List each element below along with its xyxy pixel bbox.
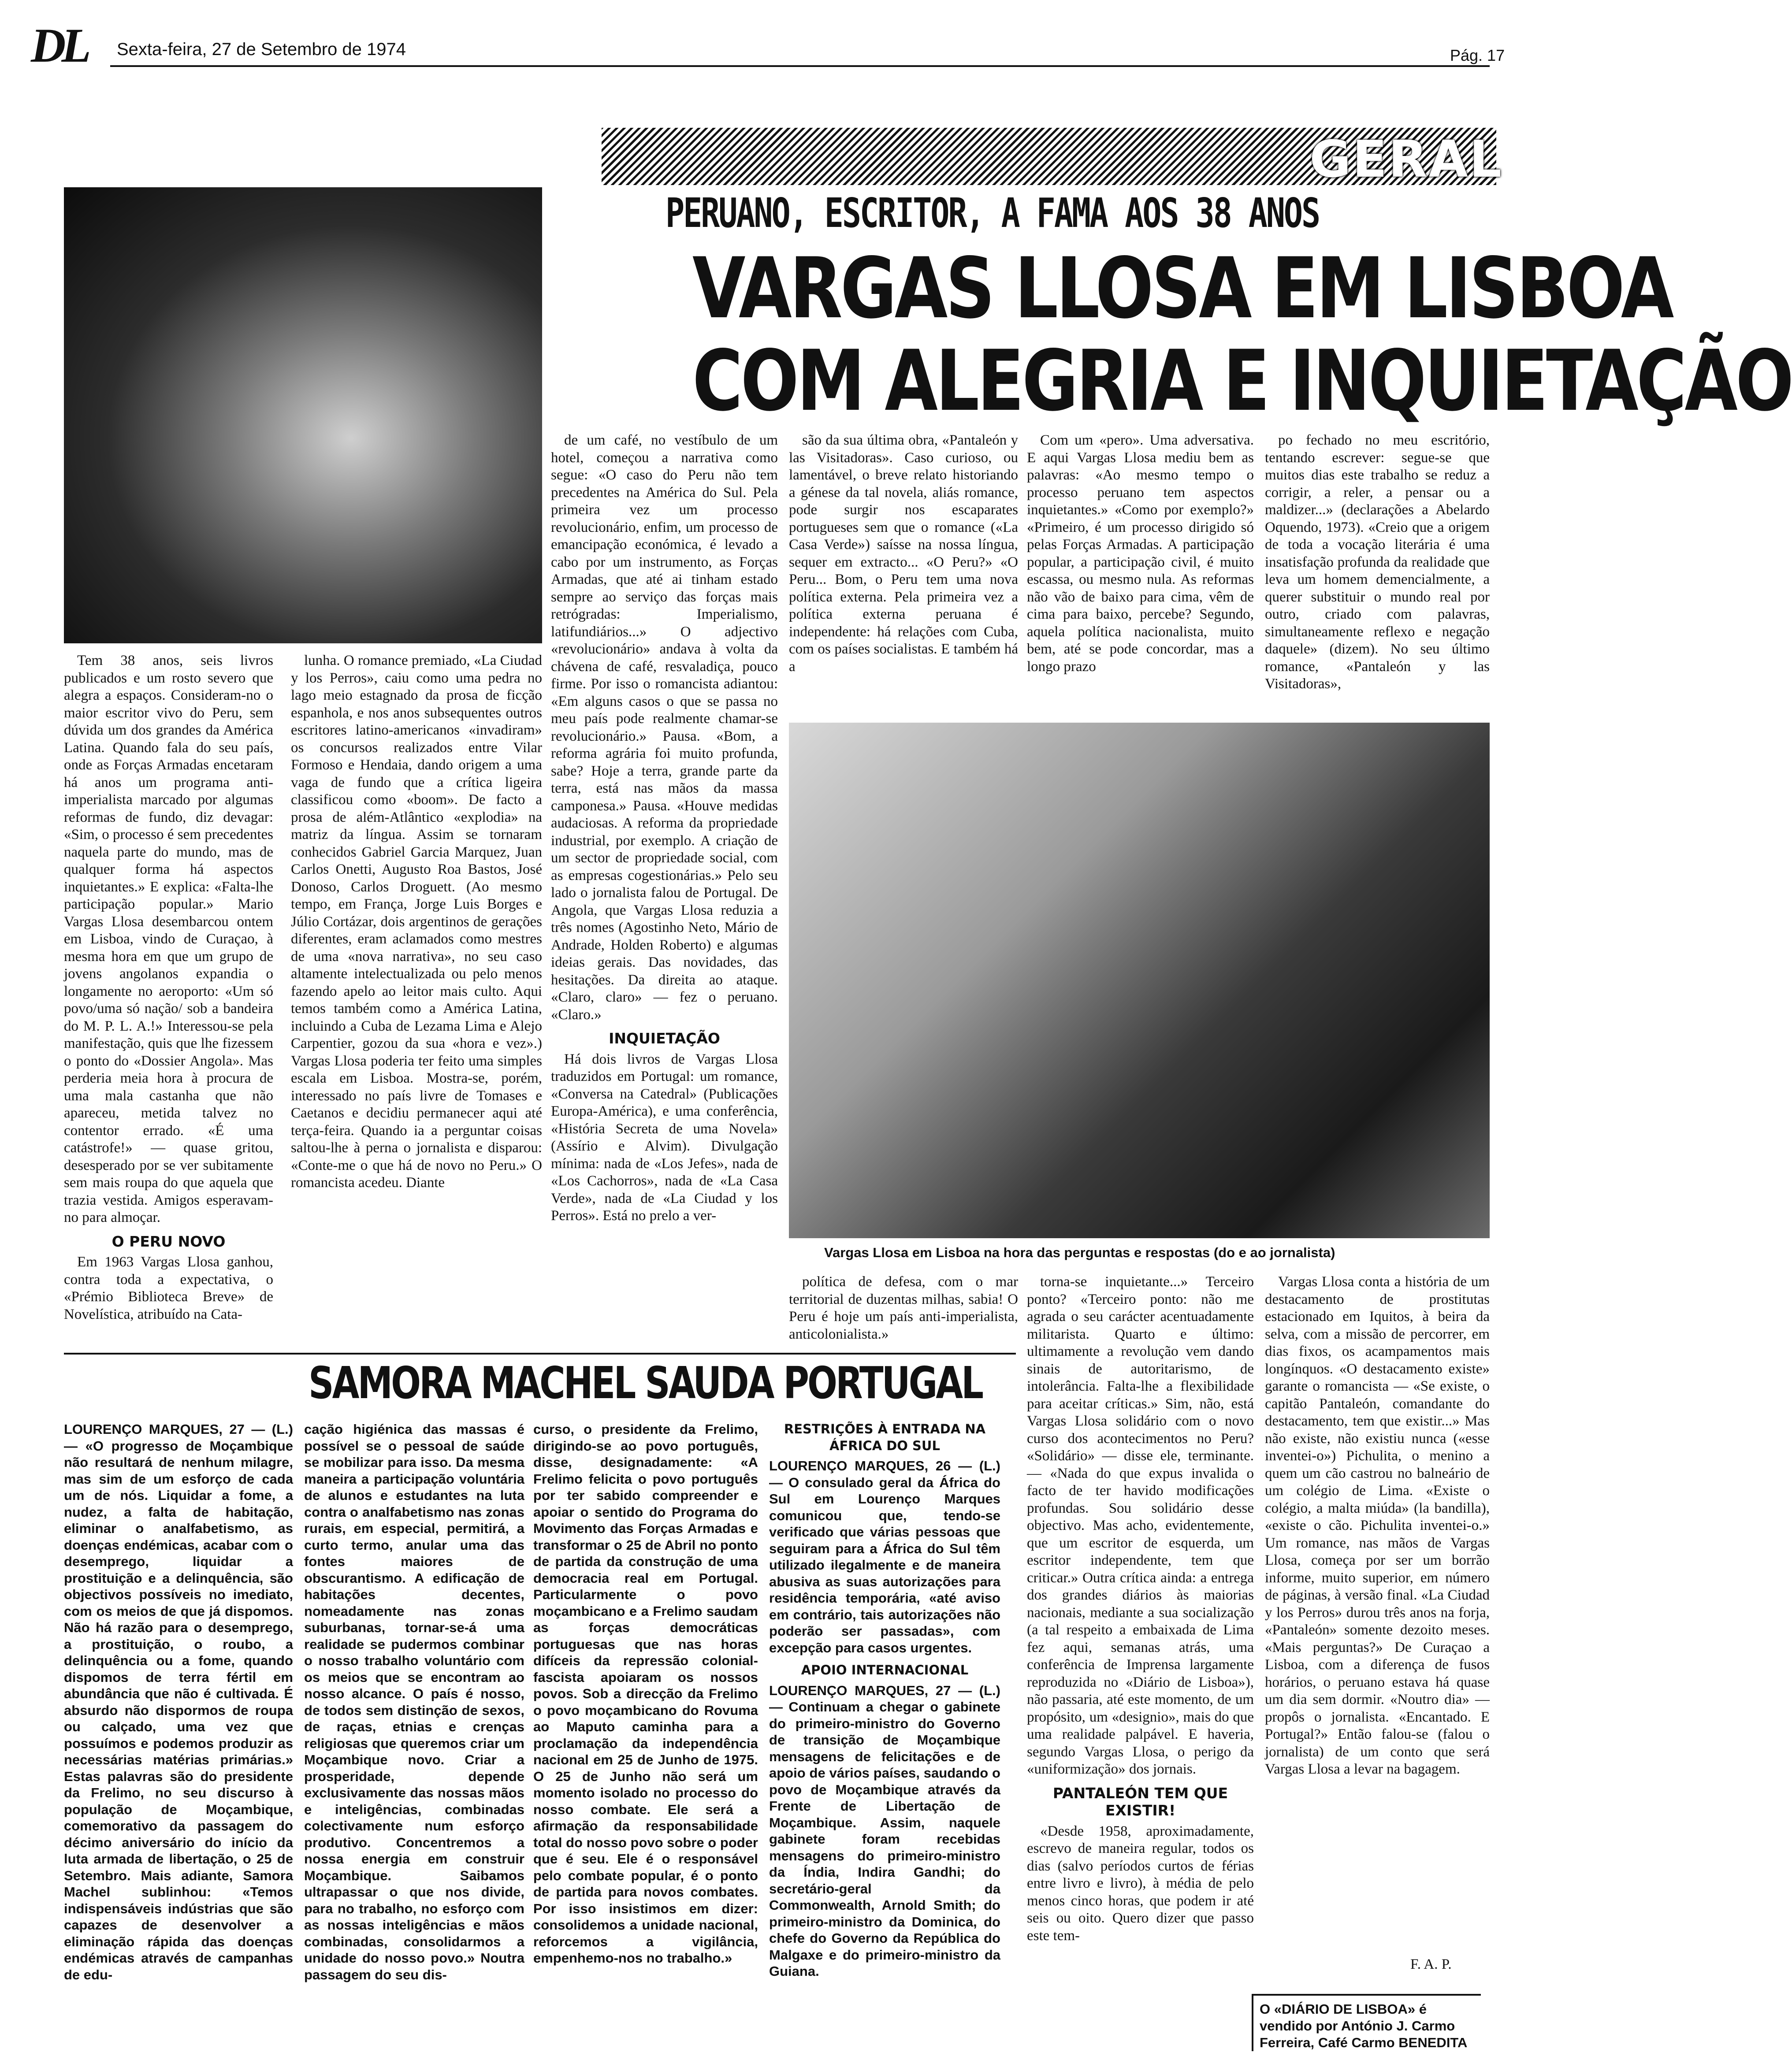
article-column-4b [789, 1273, 1018, 1348]
subhead-pantaleon: PANTALEÓN TEM QUE EXISTIR! [1052, 1784, 1228, 1819]
story-divider [64, 1353, 1016, 1355]
article-headline-line2: COM ALEGRIA E INQUIETAÇÃO [692, 332, 1792, 430]
article-text: po fechado no meu escritório, tentando escrever: segue-se que muitos dias este trabalho se reduz a corrigir, a reler, a pensar ou a maldizer...» (declarações a Abelardo Oquendo, 1973). «Creio que a origem de toda a vocação literária é uma insatisfação profunda da realidade que leva um homem demencialmente, a querer substituir o mundo real por outro, criado com palavras, simultaneamente reflexo e negação daquele» (dizem). No seu último romance, «Pantaleón y las Visitadoras», [1265, 432, 1490, 692]
interview-photo [789, 723, 1490, 1238]
article-column-5 [1027, 432, 1254, 705]
article-signature: F. A. P. [1410, 1956, 1452, 1972]
article-column-3 [551, 432, 778, 1335]
section-label: GERAL [1309, 130, 1503, 189]
article-text: são da sua última obra, «Pantaleón y las Visitadoras». Caso curioso, ou lamentável, o breve relato historiando a génese da tal novela, aliás romance, pode surgir nos escaparates portugueses sem que o romance («La Casa Verde») saísse na nossa língua, sequer em extracto... «O Peru?» «O Peru... Bom, o Peru tem uma nova política externa. Pela primeira vez a política externa peruana é independente: há relações com Cuba, com os países socialistas. E também há a [789, 432, 1018, 675]
article-column-2 [291, 652, 542, 1335]
subhead-peru-novo: O PERU NOVO [112, 1232, 226, 1250]
samora-column-4 [769, 1421, 1000, 2042]
article-column-1 [64, 652, 273, 1335]
article-text: Há dois livros de Vargas Llosa traduzidos em Portugal: um romance, «Conversa na Catedral» (Publicações Europa-América), e uma conferência, «História Secreta de uma Novela» (Assírio e Alvim). Divulgação mínima: nada de «Los Jefes», nada de «Los Cachorros», nada de «La Casa Verde», nada de «La Ciudad y los Perros». Está no prelo a ver- [551, 1051, 778, 1224]
portrait-photo [64, 187, 542, 643]
article-text: Em 1963 Vargas Llosa ganhou, contra toda a expectativa, o «Prémio Biblioteca Breve» de Novelística, atribuído na Cata- [64, 1254, 273, 1322]
photo-caption: Vargas Llosa em Lisboa na hora das perguntas e respostas (do e ao jornalista) [824, 1245, 1335, 1260]
article-column-6b [1265, 1273, 1490, 1948]
samora-column-3 [533, 1421, 758, 2042]
samora-column-2 [304, 1421, 524, 2042]
article-text: lunha. O romance premiado, «La Ciudad y los Perros», caiu como uma pedra no lago meio estagnado da prosa de ficção espanhola, e nos anos subsequentes outros escritores latino-americanos «invadiram» os concursos realizados entre Vilar Formoso e Hendaia, dando origem a uma vaga de fundo que a crítica ligeira classificou como «boom». De facto a prosa de além-Atlântico «explodia» na matriz da língua. Assim se tornaram conhecidos Gabriel Garcia Marquez, Juan Carlos Onetti, Augusto Roa Bastos, José Donoso, Carlos Droguett. (Ao mesmo tempo, em França, Jorge Luis Borges e Júlio Cortázar, dois argentinos de gerações diferentes, eram aclamados como mestres de uma «nova narrativa», no seu caso altamente intelectualizada ou pelo menos fazendo apelo ao leitor mais culto. Aqui temos também como a América Latina, incluindo a Cuba de Lezama Lima e Alejo Carpentier, gozou da sua «hora e vez».) Vargas Llosa poderia ter feito uma simples escala em Lisboa. Mostra-se, porém, interessado no país livre de Tomases e Caetanos e decidiu permanecer aqui até terça-feira. Quando ia a perguntar coisas saltou-lhe à perna o jornalista e disparou: «Conte-me o que há de novo no Peru.» O romancista acedeu. Diante [291, 653, 542, 1191]
article-text: Com um «pero». Uma adversativa. E aqui Vargas Llosa mediu bem as palavras: «Ao mesmo tempo o processo peruano tem aspectos inquietantes.» «Como por exemplo?» «Primeiro, é um processo dirigido só pelas Forças Armadas. A participação popular, a participação civil, é muito escassa, ou mesmo nula. As reformas não vão de baixo para cima, vêm de cima para baixo, percebe? Segundo, aquela política nacionalista, muito bem, até se pode concordar, mas a longo prazo [1027, 432, 1254, 675]
samora-text: LOURENÇO MARQUES, 27 — (L.) — Continuam a chegar o gabinete do primeiro-ministro do Governo de transição de Moçambique mensagens de felicitações e de apoio de vários países, saudando o povo de Moçambique através da Frente de Libertação de Moçambique. Assim, naquele gabinete foram recebidas mensagens do primeiro-ministro da Índia, Indira Gandhi; do secretário-geral da Commonwealth, Arnold Smith; do primeiro-ministro da Dominica, do chefe do Governo da República do Malgaxe e do primeiro-ministro da Guiana. [769, 1682, 1000, 1979]
samora-text: LOURENÇO MARQUES, 26 — (L.) — O consulado geral da África do Sul em Lourenço Marques comunicou que, tendo-se verificado que várias pessoas que seguiram para a África do Sul têm utilizado ilegalmente e de maneira abusiva as suas autorizações para residência temporária, «até aviso em contrário, tais autorizações não poderão ser passadas», com excepção para casos urgentes. [769, 1458, 1000, 1655]
article-column-4 [789, 432, 1018, 705]
subhead-apoio: APOIO INTERNACIONAL [801, 1663, 969, 1678]
page-number: Pág. 17 [1450, 46, 1505, 64]
vendor-note: O «DIÁRIO DE LISBOA» é vendido por António J. Carmo Ferreira, Café Carmo BENEDITA [1252, 1994, 1481, 2051]
samora-text: cação higiénica das massas é possível se o pessoal de saúde se mobilizar para isso. Da mesma maneira a participação voluntária de alunos e estudantes na luta contra o analfabetismo nas zonas rurais, em especial, permitirá, a curto termo, anular uma das fontes maiores de obscurantismo. A edificação de habitações decentes, nomeadamente nas zonas suburbanas, tornar-se-á uma realidade se pudermos combinar o nosso trabalho voluntário com os meios que se encontram ao nosso alcance. O país é nosso, de todos sem distinção de sexos, de raças, etnias e crenças religiosas que queremos criar um Moçambique novo. Criar a prosperidade, depende exclusivamente das nossas mãos e inteligências, combinadas colectivamente num esforço produtivo. Concentremos a nossa energia em construir Moçambique. Saibamos ultrapassar o que nos divide, para no trabalho, no esforço com as nossas inteligências e mãos combinadas, consolidarmos a unidade do nosso povo.» Noutra passagem do seu dis- [304, 1421, 524, 1982]
article-text: «Desde 1958, aproximadamente, escrevo de maneira regular, todos os dias (salvo períodos curtos de férias entre livro e livro), à média de pelo menos cinco horas, que podem ir até seis ou oito. Quero dizer que passo este tem- [1027, 1823, 1254, 1944]
article-kicker: PERUANO, ESCRITOR, A FAMA AOS 38 ANOS [665, 189, 1320, 237]
article-headline-line1: VARGAS LLOSA EM LISBOA [692, 240, 1672, 337]
article-text: política de defesa, com o mar territorial de duzentas milhas, sabia! O Peru é hoje um país anti-imperialista, anticolonialista.» [789, 1274, 1018, 1342]
article-text: Vargas Llosa conta a história de um destacamento de prostitutas estacionado em Iquitos, à beira da selva, com a missão de percorrer, em dias fixos, os acampamentos mais longínquos. «O destacamento existe» garante o romancista — «Se existe, o capitão Pantaleón, comandante do destacamento, tem que existir...» Mas não existe, não existiu nunca («esse inventei-o») Pichulita, o menino a quem um cão castrou no balneário de um colégio de Lima. «Existe o colégio, a malta miúda» (la bandilla), «existe o cão. Pichulita inventei-o.» Um romance, nas mãos de Vargas Llosa, começa por ser um borrão informe, muito superior, em número de páginas, à versão final. «La Ciudad y los Perros» durou três anos na forja, «Pantaleón» somente dezoito meses. «Mais perguntas?» De Curaçao a Lisboa, com a diferença de fusos horários, o peruano estava há quase um dia sem dormir. «Noutro dia» — propôs o jornalista. «Encantado. E Portugal?» Então falou-se (falou o jornalista) de um conto que será Vargas Llosa a levar na bagagem. [1265, 1274, 1490, 1777]
masthead-rule [110, 65, 1490, 67]
article-text: torna-se inquietante...» Terceiro ponto? «Terceiro ponto: não me agrada o seu carácter acentuadamente militarista. Quarto e último: ultimamente a revolução vem dando sinais de autoritarismo, de intolerância. Falta-lhe a flexibilidade para aceitar críticas.» Sim, não, está Vargas Llosa solidário com o novo curso dos acontecimentos no Peru? «Solidário» — disse ele, terminante. — «Nada do que expus invalida o facto de ter havido modificações profundas. Sou solidário desse objectivo. Mas acho, evidentemente, que um escritor de esquerda, um escritor independente, tem que criticar.» Outra crítica ainda: a entrega dos grandes diários às maiorias nacionais, mediante a sua socialização (a tal respeito a embaixada de Lima fez aqui, semanas atrás, uma conferência de Imprensa largamente reproduzida no «Diário de Lisboa»), não passaria, até este momento, de um propósito, um «designio», mais do que uma realidade palpável. E haveria, segundo Vargas Llosa, o perigo da «uniformização» dos jornais. [1027, 1274, 1254, 1777]
article-text: de um café, no vestíbulo de um hotel, começou a narrativa como segue: «O caso do Peru não tem precedentes na América do Sul. Pela primeira vez um processo revolucionário, enfim, um processo de emancipação económica, é levado a cabo por um instrumento, as Forças Armadas, que até ai tinham estado sempre ao serviço das forças mais retrógradas: Imperialismo, latifundiários...» O adjectivo «revolucionário» andava à volta da chávena de café, resvaladiça, pouco firme. Por isso o romancista adiantou: «Em alguns casos o que se passa no meu país pode realmente chamar-se revolucionário.» Pausa. «Bom, a reforma agrária foi muito profunda, sabe? Hoje a terra, grande parte da terra, está nas mãos da massa camponesa.» Pausa. «Houve medidas audaciosas. A reforma da propriedade industrial, por exemplo. A criação de um sector de propriedade social, com as empresas cogestionárias.» Pelo seu lado o jornalista falou de Portugal. De Angola, que Vargas Llosa reduzia a três nomes (Agostinho Neto, Mário de Andrade, Holden Roberto) e algumas ideias gerais. Das novidades, das hesitações. Da direita ao ataque. «Claro, claro» — fez o peruano. «Claro.» [551, 432, 778, 1023]
samora-headline: SAMORA MACHEL SAUDA PORTUGAL [309, 1357, 982, 1409]
issue-date: Sexta-feira, 27 de Setembro de 1974 [117, 40, 406, 59]
subhead-restricoes: RESTRIÇÕES À ENTRADA NA ÁFRICA DO SUL [784, 1421, 986, 1453]
samora-column-1 [64, 1421, 293, 2042]
samora-text: curso, o presidente da Frelimo, dirigindo-se ao povo português, disse, designadamente: «A Frelimo felicita o povo português por ter sabido compreender e apoiar o sentido do Programa do Movimento das Forças Armadas e transformar o 25 de Abril no ponto de partida da construção de uma democracia real em Portugal. Particularmente o povo moçambicano e a Frelimo saudam as forças democráticas portuguesas que nas horas difíceis da repressão colonial-fascista apoiaram os nossos povos. Sob a direcção da Frelimo o povo moçambicano do Rovuma ao Maputo caminha para a proclamação da independência nacional em 25 de Junho de 1975. O 25 de Junho não será um momento isolado no processo do nosso combate. Ele será a afirmação da responsabilidade total do nosso povo sobre o poder que é seu. Ele é o responsável pelo combate popular, é o ponto de partida para novos combates. Por isso insistimos em dizer: consolidemos a unidade nacional, reforcemos a vigilância, empenhemo-nos no trabalho.» [533, 1421, 758, 1966]
newspaper-logo: DL [31, 19, 87, 72]
subhead-inquietacao: INQUIETAÇÃO [609, 1030, 720, 1047]
article-text: Tem 38 anos, seis livros publicados e um rosto severo que alegra a espaços. Consideram-no o maior escritor vivo do Peru, sem dúvida um dos grandes da América Latina. Quando fala do seu país, onde as Forças Armadas encetaram há anos um programa anti-imperialista marcado por algumas reformas de fundo, diz devagar: «Sim, o processo é sem precedentes naquela parte do mundo, mas de qualquer forma há aspectos inquietantes.» E explica: «Falta-lhe participação popular.» Mario Vargas Llosa desembarcou ontem em Lisboa, vindo de Curaçao, à mesma hora em que um grupo de jovens angolanos expandia o longamente no aeroporto: «Um só povo/uma só nação/ sob a bandeira do M. P. L. A.!» Interessou-se pela manifestação, quis que lhe fizessem o ponto do «Dossier Angola». Mas perderia meia hora à procura de uma mala castanha que não apareceu, metida talvez no contentor errado. «É uma catástrofe!» — quase gritou, desesperado por se ver subitamente sem mais roupa do que aquela que trazia vestida. Amigos esperavam-no para almoçar. [64, 653, 273, 1225]
samora-text: LOURENÇO MARQUES, 27 — (L.) — «O progresso de Moçambique não resultará de nenhum milagre, mas sim de um esforço de cada um de nós. Liquidar a fome, a nudez, a falta de habitação, eliminar o analfabetismo, as doenças endémicas, acabar com o desemprego, liquidar a prostituição e a delinquência, são objectivos possíveis no imediato, com os meios de que já dispomos. Não há razão para o desemprego, a prostituição, o roubo, a delinquência ou a fome, quando dispomos de terra fértil em abundância que não é cultivada. É absurdo não dispormos de roupa ou calçado, uma vez que possuímos e podemos produzir as necessárias matérias primárias.» Estas palavras são do presidente da Frelimo, no seu discurso à população de Moçambique, comemorativo da passagem do décimo aniversário do início da luta armada de libertação, o 25 de Setembro. Mais adiante, Samora Machel sublinhou: «Temos indispensáveis indústrias que são capazes de desenvolver a eliminação rápida das doenças endémicas através de campanhas de edu- [64, 1421, 293, 1982]
article-column-6 [1265, 432, 1490, 705]
article-column-5b [1027, 1273, 1254, 1944]
